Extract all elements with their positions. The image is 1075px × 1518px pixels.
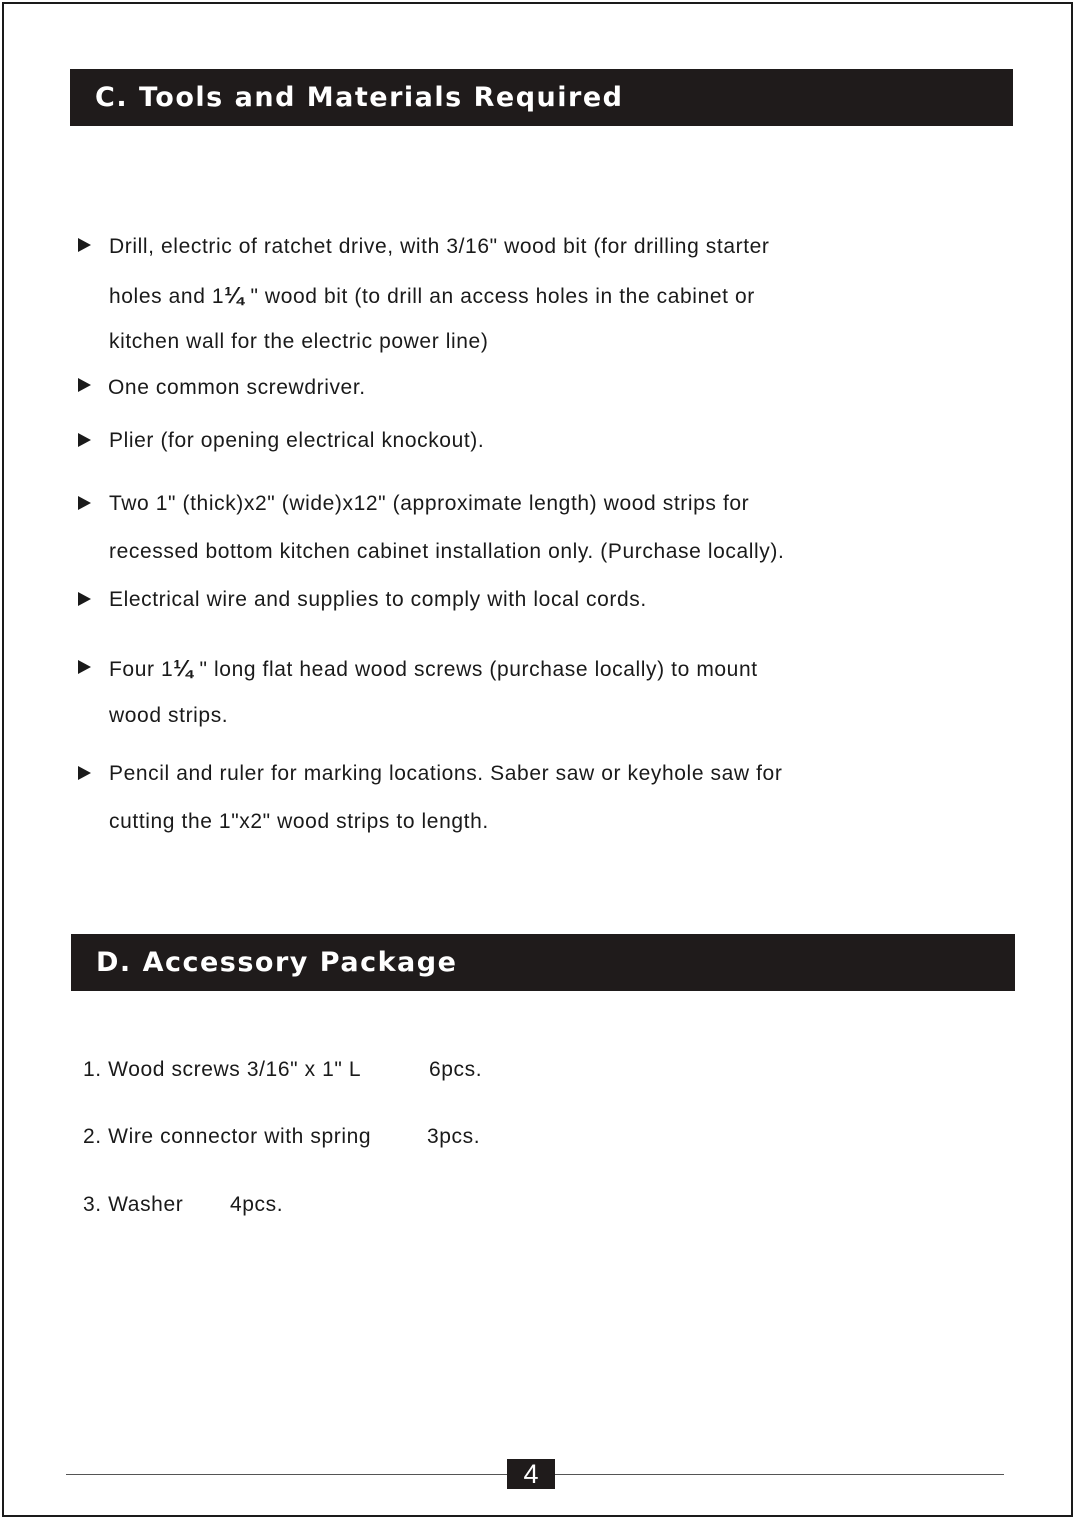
fraction: ¼ xyxy=(173,655,194,681)
accessory-item-name: 3. Washer xyxy=(83,1193,184,1216)
accessory-item xyxy=(83,1058,483,1082)
list-item-text: Two 1" (thick)x2" (wide)x12" (approximate length) wood strips for xyxy=(109,492,750,515)
bullet-arrow-icon xyxy=(78,660,91,674)
bullet-arrow-icon xyxy=(78,592,91,606)
page-number: 4 xyxy=(507,1459,555,1489)
list-item-text: Drill, electric of ratchet drive, with 3/16" wood bit (for drilling starter xyxy=(109,235,770,258)
list-item-text: Electrical wire and supplies to comply with local cords. xyxy=(109,588,647,611)
section-header-tools: C. Tools and Materials Required xyxy=(70,69,1013,126)
list-item-text: One common screwdriver. xyxy=(108,376,366,399)
list-item-text: kitchen wall for the electric power line) xyxy=(109,330,489,353)
list-item-text: wood strips. xyxy=(109,704,229,727)
section-header-accessory: D. Accessory Package xyxy=(71,934,1015,991)
list-item-text xyxy=(109,656,758,682)
list-item-text xyxy=(109,283,755,309)
fraction: ¼ xyxy=(224,282,244,308)
bullet-arrow-icon xyxy=(78,433,91,447)
bullet-arrow-icon xyxy=(78,378,91,392)
accessory-item-qty: 6pcs. xyxy=(429,1058,483,1081)
accessory-item-name: 2. Wire connector with spring xyxy=(83,1125,372,1148)
list-item-text-part: Four 1 xyxy=(109,658,174,681)
list-item-text: Plier (for opening electrical knockout). xyxy=(109,429,485,452)
accessory-item xyxy=(83,1193,284,1217)
accessory-item-name: 1. Wood screws 3/16" x 1" L xyxy=(83,1058,362,1081)
list-item-text: cutting the 1"x2" wood strips to length. xyxy=(109,810,489,833)
list-item-text: recessed bottom kitchen cabinet installation only. (Purchase locally). xyxy=(109,540,785,563)
accessory-item-qty: 3pcs. xyxy=(427,1125,481,1148)
list-item-text: Pencil and ruler for marking locations. Saber saw or keyhole saw for xyxy=(109,762,783,785)
list-item-text-part: " long flat head wood screws (purchase locally) to mount xyxy=(199,658,758,681)
accessory-item xyxy=(83,1125,481,1149)
bullet-arrow-icon xyxy=(78,496,91,510)
page-border xyxy=(2,2,1073,1517)
list-item-text-part: holes and 1 xyxy=(109,285,225,308)
bullet-arrow-icon xyxy=(78,238,91,252)
bullet-arrow-icon xyxy=(78,766,91,780)
list-item-text-part: " wood bit (to drill an access holes in the cabinet or xyxy=(250,285,755,308)
accessory-item-qty: 4pcs. xyxy=(230,1193,284,1216)
